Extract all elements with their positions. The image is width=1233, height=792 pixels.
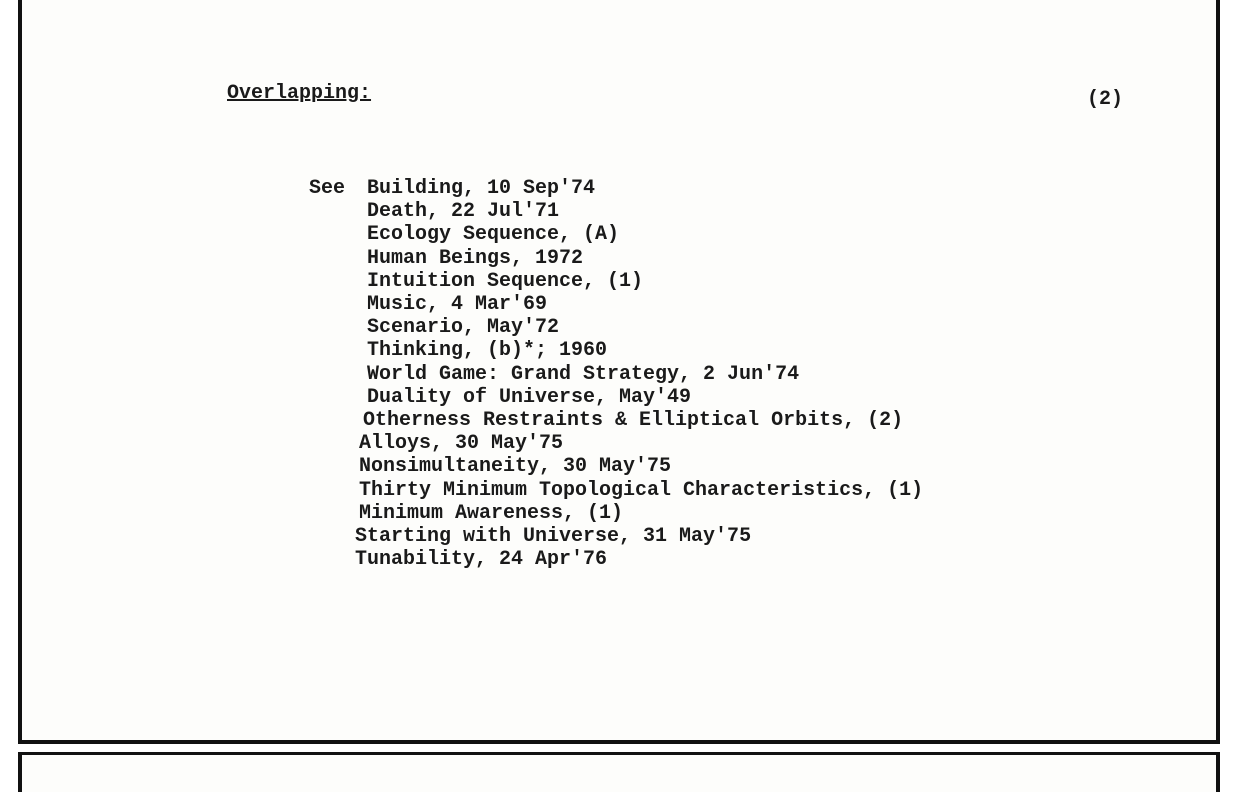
reference-item: Minimum Awareness, (1) [359, 501, 624, 525]
reference-item: Nonsimultaneity, 30 May'75 [359, 455, 672, 479]
reference-item: Death, 22 Jul'71 [367, 200, 560, 224]
reference-item: Otherness Restraints & Elliptical Orbits, (2) [363, 409, 904, 433]
reference-item: Thinking, (b)*; 1960 [367, 339, 608, 363]
index-card [18, 0, 1220, 744]
reference-item: Music, 4 Mar'69 [367, 293, 548, 317]
reference-item: Starting with Universe, 31 May'75 [355, 525, 752, 549]
reference-item: Building, 10 Sep'74 [367, 177, 596, 200]
reference-item: World Game: Grand Strategy, 2 Jun'74 [367, 362, 800, 386]
card-heading: Overlapping: [227, 82, 372, 105]
reference-item: Ecology Sequence, (A) [367, 223, 620, 247]
reference-item: Alloys, 30 May'75 [359, 432, 564, 456]
reference-item: Intuition Sequence, (1) [367, 269, 644, 293]
reference-item: Human Beings, 1972 [367, 246, 584, 270]
reference-list [355, 177, 931, 572]
see-label: See [309, 177, 346, 200]
reference-item: Thirty Minimum Topological Characteristics, (1) [359, 478, 924, 502]
next-card-edge [18, 752, 1220, 792]
reference-item: Tunability, 24 Apr'76 [355, 548, 608, 572]
reference-item: Duality of Universe, May'49 [367, 385, 692, 409]
reference-item: Scenario, May'72 [367, 316, 560, 340]
card-page-number: (2) [1087, 88, 1124, 111]
